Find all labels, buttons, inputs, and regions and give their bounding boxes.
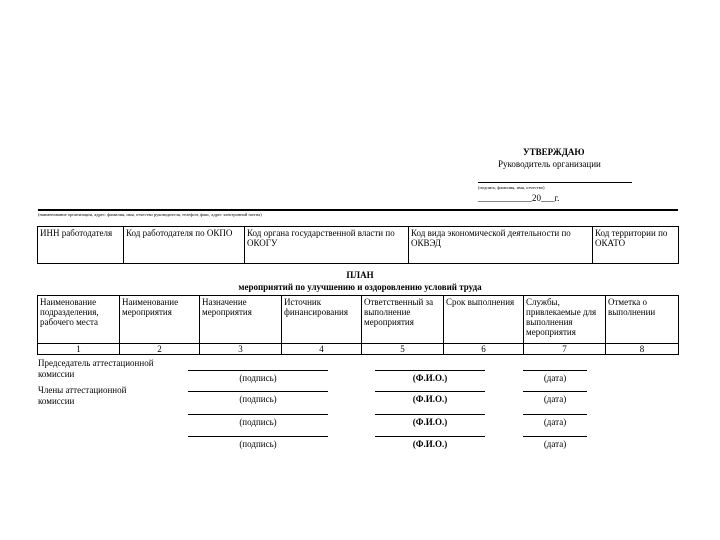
- sign-line: [188, 414, 328, 415]
- org-note: (наименование организации, адрес: фамилия, имя, отчество руководителя, телефон, факс, адрес электронной почты): [38, 212, 262, 217]
- plan-header-services: Службы, привлекаемые для выполнения мероприятия: [524, 296, 606, 344]
- code-cell-inn: ИНН работодателя: [38, 227, 124, 264]
- code-cell-okved: Код вида экономической деятельности по ОКВЭД: [409, 227, 593, 264]
- code-cell-okogu: Код органа государственной власти по ОКОГУ: [245, 227, 409, 264]
- plan-header-responsible: Ответственный за выполнение мероприятия: [362, 296, 444, 344]
- chairman-label: Председатель аттестационной комиссии: [38, 358, 154, 379]
- fio-line: [375, 370, 485, 371]
- date-label: (дата): [543, 373, 567, 383]
- date-line: [523, 370, 587, 371]
- fio-line: [375, 414, 485, 415]
- plan-header-deadline: Срок выполнения: [444, 296, 524, 344]
- plan-header-measure-purpose: Назначение мероприятия: [200, 296, 282, 344]
- plan-table: [37, 295, 679, 355]
- approval-date-line: ____________20___г.: [478, 193, 560, 203]
- approval-title: УТВЕРЖДАЮ: [523, 147, 585, 157]
- sign-label: (подпись): [239, 439, 277, 449]
- fio-label: (Ф.И.О.): [412, 373, 448, 383]
- plan-col-number: 5: [362, 344, 444, 355]
- sign-label: (подпись): [239, 417, 277, 427]
- approval-signature-note: (подпись, фамилия, имя, отчество): [478, 185, 545, 190]
- approval-signature-line: [478, 182, 632, 183]
- date-label: (дата): [543, 439, 567, 449]
- org-top-rule: [38, 209, 678, 211]
- approval-subtitle: Руководитель организации: [498, 159, 601, 169]
- plan-col-number: 3: [200, 344, 282, 355]
- plan-header-funding: Источник финансирования: [282, 296, 362, 344]
- fio-label: (Ф.И.О.): [412, 439, 448, 449]
- plan-subtitle: мероприятий по улучшению и оздоровлению условий труда: [238, 282, 482, 292]
- date-label: (дата): [543, 417, 567, 427]
- sign-line: [188, 370, 328, 371]
- fio-line: [375, 436, 485, 437]
- plan-col-number: 6: [444, 344, 524, 355]
- sign-label: (подпись): [239, 394, 277, 404]
- date-line: [523, 414, 587, 415]
- plan-col-number: 1: [38, 344, 120, 355]
- plan-title: ПЛАН: [346, 270, 374, 280]
- sign-label: (подпись): [239, 373, 277, 383]
- plan-header-measure-name: Наименование мероприятия: [120, 296, 200, 344]
- date-line: [523, 436, 587, 437]
- fio-label: (Ф.И.О.): [412, 417, 448, 427]
- members-label: Члены аттестационной комиссии: [38, 385, 127, 406]
- plan-col-number: 2: [120, 344, 200, 355]
- code-cell-okato: Код территории по ОКАТО: [593, 227, 679, 264]
- code-cell-okpo: Код работодателя по ОКПО: [124, 227, 245, 264]
- plan-col-number: 8: [606, 344, 679, 355]
- date-line: [523, 391, 587, 392]
- plan-col-number: 7: [524, 344, 606, 355]
- date-label: (дата): [543, 394, 567, 404]
- plan-header-subdivision: Наименование подразделения, рабочего места: [38, 296, 120, 344]
- sign-line: [188, 436, 328, 437]
- plan-col-number: 4: [282, 344, 362, 355]
- codes-table: [37, 226, 679, 264]
- fio-line: [375, 391, 485, 392]
- plan-header-completion: Отметка о выполнении: [606, 296, 679, 344]
- fio-label: (Ф.И.О.): [412, 394, 448, 404]
- sign-line: [188, 391, 328, 392]
